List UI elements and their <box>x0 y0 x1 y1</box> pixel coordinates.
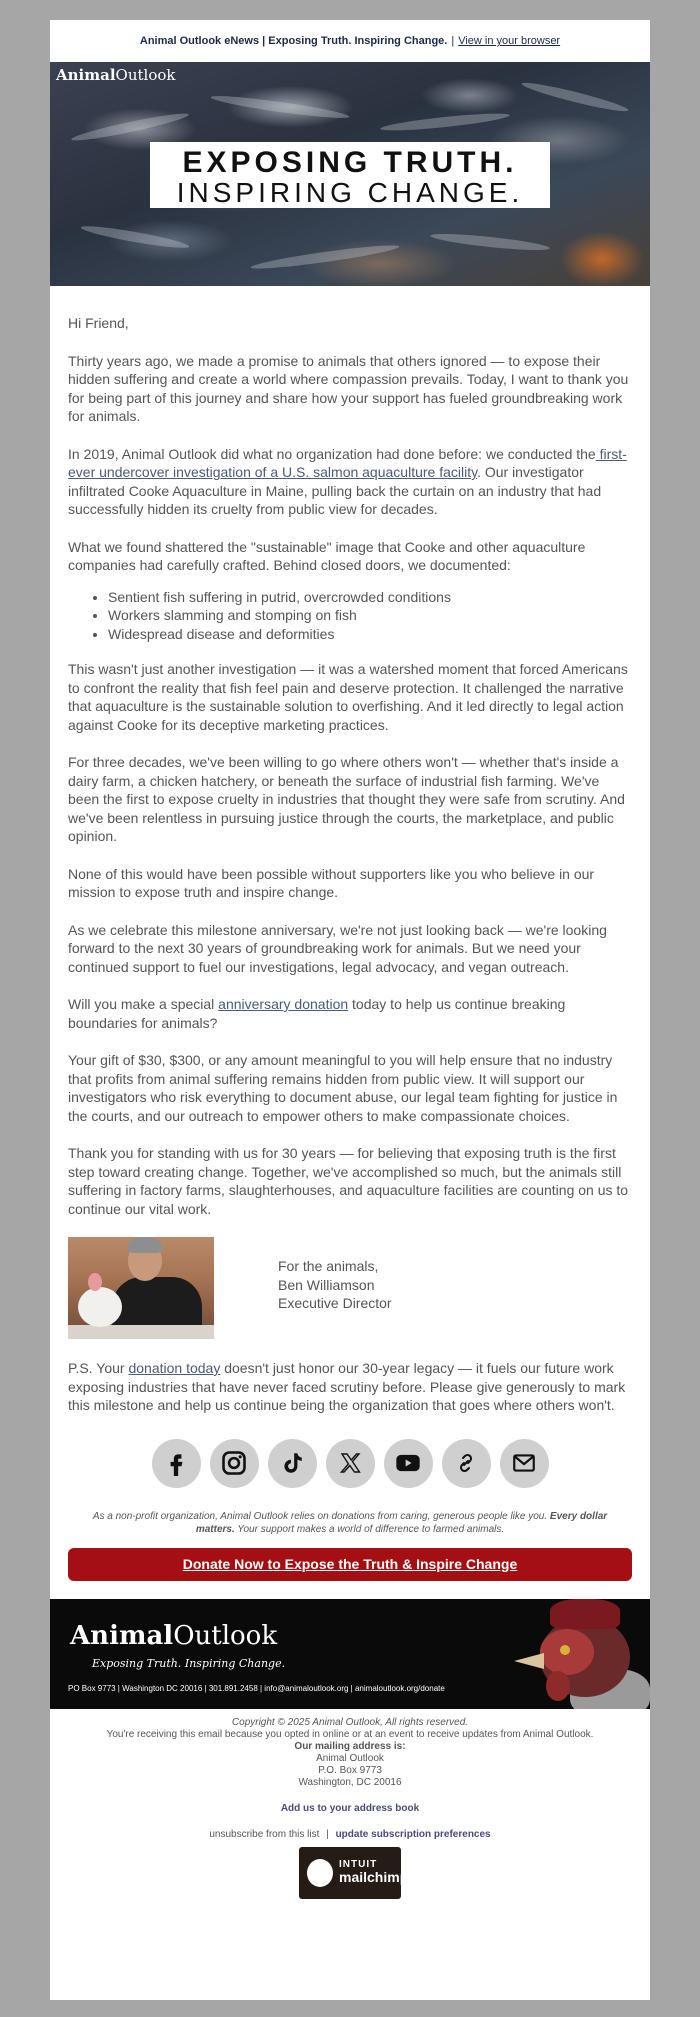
x-icon <box>338 1451 362 1475</box>
donate-button[interactable]: Donate Now to Expose the Truth & Inspire Change <box>68 1548 632 1581</box>
list-item: • Workers slamming and stomping on fish <box>108 606 632 625</box>
nonprofit-note: As a non-profit organization, Animal Outlook relies on donations from caring, generous people like you. Every dollar matters. Your support makes a world of difference to farmed animals. <box>92 1510 608 1535</box>
paragraph-1: Thirty years ago, we made a promise to animals that others ignored — to expose their hidden suffering and create a world where compassion prevails. Today, I want to thank you for being part of this journey and share how your support has fueled groundbreaking work for animals. <box>68 352 629 424</box>
greeting: Hi Friend, <box>68 315 129 331</box>
tiktok-icon <box>279 1450 305 1476</box>
view-in-browser-link[interactable]: View in your browser <box>458 35 561 47</box>
signer-name: Ben Williamson <box>278 1276 375 1293</box>
paragraph-6: None of this would have been possible without supporters like you who believe in our mission to expose truth and inspire change. <box>68 865 595 900</box>
mailing-address-line: Washington, DC 20016 <box>298 1776 402 1788</box>
hero-headline-line1: EXPOSING TRUTH. <box>182 146 518 179</box>
facebook-button[interactable] <box>152 1439 201 1488</box>
mailing-address-line: Animal Outlook <box>316 1752 384 1764</box>
social-links <box>50 1439 650 1488</box>
email-container <box>50 20 650 2000</box>
instagram-button[interactable] <box>210 1439 259 1488</box>
mailchimp-logo-icon <box>307 1859 333 1887</box>
anniversary-donation-link[interactable]: anniversary donation <box>218 996 349 1012</box>
paragraph-3: What we found shattered the "sustainable" image that Cooke and other aquaculture companies had carefully crafted. Behind closed doors, we documented: <box>68 538 586 573</box>
facebook-icon <box>163 1450 189 1476</box>
youtube-button[interactable] <box>384 1439 433 1488</box>
email-icon <box>511 1450 537 1476</box>
paragraph-8: Will you make a special anniversary donation today to help us continue breaking boundaries for animals? <box>68 996 566 1031</box>
hero-logo: AnimalOutlook <box>56 66 176 84</box>
postscript: P.S. Your donation today doesn't just honor our 30-year legacy — it fuels our future work exposing industries that have never faced scrutiny before. Please give generously to mark this milestone and help us continue being the organization that goes where others won't. <box>68 1360 626 1413</box>
signer-title: Executive Director <box>278 1295 392 1311</box>
preheader <box>50 20 650 62</box>
paragraph-7: As we celebrate this milestone anniversary, we're not just looking back — we're looking forward to the next 30 years of groundbreaking work for animals. But we need your continued support to fuel our investigations, legal advocacy, and vegan outreach. <box>68 921 607 975</box>
footer-tagline: Exposing Truth. Inspiring Change. <box>92 1656 286 1670</box>
director-photo <box>68 1237 214 1339</box>
website-link-button[interactable] <box>442 1439 491 1488</box>
findings-list <box>108 588 632 644</box>
email-body <box>50 286 650 1415</box>
list-item: • Sentient fish suffering in putrid, overcrowded conditions <box>108 588 632 607</box>
tiktok-button[interactable] <box>268 1439 317 1488</box>
mailchimp-badge[interactable]: INTUIT mailchimp <box>299 1847 401 1899</box>
list-item: • Widespread disease and deformities <box>108 625 632 644</box>
link-separator: | <box>326 1828 329 1840</box>
footer-contact: PO Box 9773 | Washington DC 20016 | 301.891.2458 | info@animaloutlook.org | animaloutlook.org/donate <box>68 1683 445 1693</box>
youtube-icon <box>394 1449 422 1477</box>
paragraph-9: Your gift of $30, $300, or any amount meaningful to you will help ensure that no industry that profits from animal suffering remains hidden from public view. It will support our investigators who risk everything to document abuse, our legal team fighting for justice in the courts, and our outreach to empower others to make compassionate choices. <box>68 1052 618 1124</box>
paragraph-10: Thank you for standing with us for 30 years — for believing that exposing truth is the first step toward creating change. Together, we've accomplished so much, but the animals still suffering in factory farms, slaughterhouses, and aquaculture facilities are counting on us to continue our vital work. <box>68 1145 629 1217</box>
sign-off: For the animals, <box>278 1258 379 1274</box>
signature-block <box>68 1237 632 1339</box>
instagram-icon <box>220 1449 248 1477</box>
footer-banner <box>50 1599 650 1709</box>
opt-in-reason: You're receiving this email because you opted in online or at an event to receive updates from Animal Outlook. <box>106 1728 594 1740</box>
mailing-address-title: Our mailing address is: <box>294 1740 406 1752</box>
investigation-link[interactable]: first-ever undercover investigation of a U.S. salmon aquaculture facility <box>68 445 627 480</box>
unsubscribe-link[interactable]: unsubscribe from this list <box>209 1828 320 1840</box>
email-button[interactable] <box>500 1439 549 1488</box>
rooster-image <box>500 1599 650 1709</box>
paragraph-5: For three decades, we've been willing to go where others won't — whether that's inside a dairy farm, a chicken hatchery, or beneath the surface of industrial fish farming. We've been the first to expose cruelty in industries that thought they were safe from scrutiny. And we've been relentless in pursuing justice through the courts, the marketplace, and public opinion. <box>68 754 625 844</box>
hero-headline-line2: INSPIRING CHANGE. <box>176 177 524 208</box>
donation-today-link[interactable]: donation today <box>128 1360 221 1376</box>
hero-banner <box>50 62 650 286</box>
copyright: Copyright © 2025 Animal Outlook, All rights reserved. <box>231 1716 469 1728</box>
hero-headline-box <box>150 142 550 208</box>
subscription-links <box>50 1829 650 1841</box>
paragraph-4: This wasn't just another investigation — it was a watershed moment that forced Americans to confront the reality that fish feel pain and deserve protection. It challenged the narrative that aquaculture is the sustainable solution to overfishing. And it led directly to legal action against Cooke for its deceptive marketing practices. <box>68 661 628 733</box>
link-icon <box>454 1451 478 1475</box>
footer-logo: AnimalOutlook <box>70 1620 278 1651</box>
paragraph-2: In 2019, Animal Outlook did what no organization had done before: we conducted the first-ever undercover investigation of a U.S. salmon aquaculture facility. Our investigator infiltrated Cooke Aquaculture in Maine, pulling back the curtain on an industry that had successfully hidden its cruelty from public view for decades. <box>68 445 627 517</box>
update-preferences-link[interactable]: update subscription preferences <box>335 1828 491 1840</box>
preheader-title: Animal Outlook eNews | Exposing Truth. Inspiring Change. <box>139 35 448 47</box>
legal-footer <box>50 1709 650 1899</box>
add-to-address-book-link[interactable]: Add us to your address book <box>280 1802 420 1814</box>
mailing-address-line: P.O. Box 9773 <box>318 1764 382 1776</box>
signature-text <box>278 1237 392 1339</box>
preheader-separator: | <box>451 35 455 47</box>
x-button[interactable] <box>326 1439 375 1488</box>
